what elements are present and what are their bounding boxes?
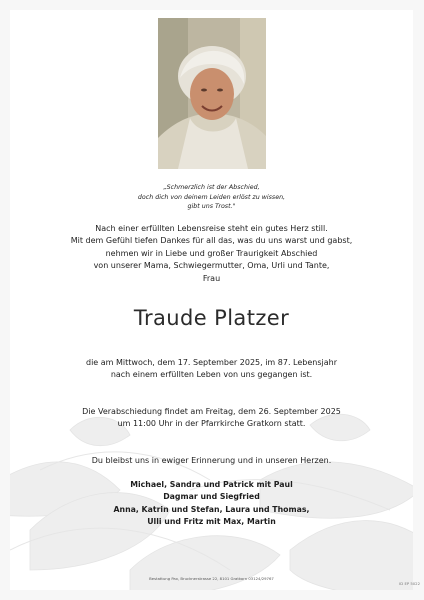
death-notice [10, 357, 413, 382]
intro-line: Frau [202, 273, 221, 283]
intro-line: nehmen wir in Liebe und großer Traurigkeit Abschied [105, 248, 318, 258]
intro-line: Mit dem Gefühl tiefen Dankes für all das, was du uns warst und gabst, [70, 236, 353, 246]
family-signatures [10, 479, 413, 529]
family-line: Dagmar und Siegfried [163, 492, 260, 502]
family-line: Anna, Katrin und Stefan, Laura und Thomas, [113, 504, 310, 514]
death-line: nach einem erfüllten Leben von uns gegangen ist. [110, 370, 313, 380]
family-line: Michael, Sandra und Patrick mit Paul [130, 480, 293, 489]
quote-line: „Schmerzlich ist der Abschied, [163, 184, 260, 191]
deceased-name: Traude Platzer [133, 306, 290, 330]
intro-line: von unserer Mama, Schwiegermutter, Oma, Urli und Tante, [93, 261, 330, 271]
quote-line: gibt uns Trost." [187, 203, 236, 211]
funeral-home-footer: Bestattung Pax, Brucknerstrasse 22, 8101 Gratkorn 03124/29767 [149, 576, 274, 581]
remembrance-line: Du bleibst uns in ewiger Erinnerung und in unseren Herzen. [91, 456, 332, 465]
obituary-sheet [10, 10, 413, 590]
death-line: die am Mittwoch, dem 17. September 2025, im 87. Lebensjahr [86, 358, 337, 367]
intro-text [10, 223, 413, 285]
family-line: Ulli und Fritz mit Max, Martin [147, 517, 276, 527]
ceremony-line: Die Verabschiedung findet am Freitag, dem 26. September 2025 [82, 407, 341, 416]
ceremony-info [10, 406, 413, 431]
portrait-photo [158, 18, 266, 169]
quote [10, 183, 413, 212]
document-code: ID EP 5022 [399, 581, 420, 586]
intro-line: Nach einer erfüllten Lebensreise steht ein gutes Herz still. [95, 224, 328, 233]
ceremony-line: um 11:00 Uhr in der Pfarrkirche Gratkorn statt. [117, 419, 306, 429]
quote-line: doch dich von deinem Leiden erlöst zu wissen, [137, 193, 286, 201]
